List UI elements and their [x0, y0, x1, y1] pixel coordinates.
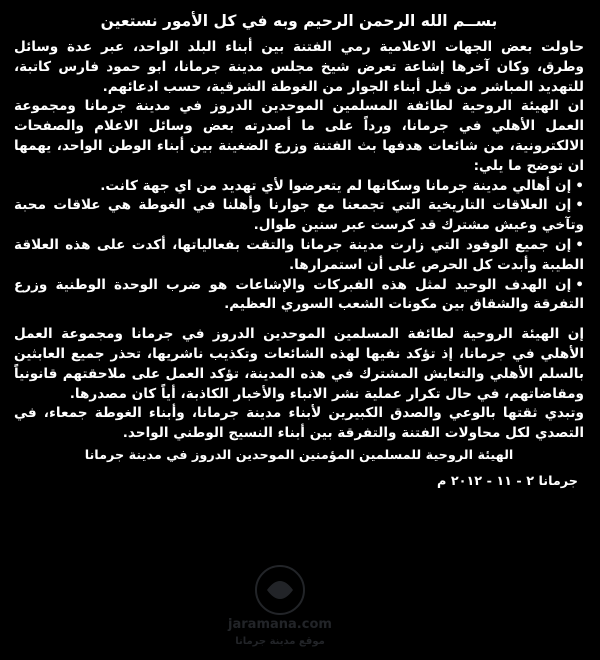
trust-paragraph: وتبدي ثقتها بالوعي والصدق الكبيرين لأبناء مدينة جرمانا، وأبناء الغوطة جمعاء، في التصدي لكل محاولات الفتنة والتفرقة بين أبناء النسيج الوطني الواحد.: [14, 405, 584, 442]
point-text: إن العلاقات التاريخية التي تجمعنا مع جوارنا وأهلنا في الغوطة هي علاقات محبة وتآخي وعيش مشترك قد كرست عبر سنين طوال.: [14, 197, 584, 234]
bullet-icon: •: [575, 197, 584, 214]
point-item: [14, 276, 584, 316]
place-date-line: جرمانا ٢ - ١١ - ٢٠١٢ م: [437, 473, 578, 489]
watermark-tagline: موقع مدينة جرمانا: [235, 636, 325, 647]
point-item: [14, 236, 584, 276]
clarification-paragraph: ان الهيئة الروحية لطائفة المسلمين الموحدين الدروز في مدينة جرمانا ومجموعة العمل الأهلي في جرمانا، ورداً على ما أصدرته بعض وسائل الاعلام والصفحات الالكترونية، من شائعات هدفها بث الفتنة وزرع الضغينة بين أبناء الوطن الواحد، يهمها ان توضح ما يلي:: [14, 98, 584, 174]
point-text: إن أهالي مدينة جرمانا وسكانها لم يتعرضوا لأي تهديد من اي جهة كانت.: [100, 177, 572, 194]
point-item: [14, 177, 584, 197]
point-text: إن الهدف الوحيد لمثل هذه الفبركات والإشاعات هو ضرب الوحدة الوطنية وزرع التفرقة والشقاق بين مكونات الشعب السوري العظيم.: [14, 276, 584, 313]
intro-paragraph: حاولت بعض الجهات الاعلامية رمي الفتنة بين أبناء البلد الواحد، عبر عدة وسائل وطرق، وكان آخرها إشاعة تعرض شيخ مجلس مدينة جرمانا، ابو حمود فارس كاتبة، للتهديد المباشر من قبل أبناء الجوار من الغوطة الشرقية، حسب ادعائهم.: [14, 39, 584, 95]
warning-paragraph: إن الهيئة الروحية لطائفة المسلمين الموحدين الدروز في جرمانا ومجموعة العمل الأهلي في جرمانا، إذ تؤكد نفيها لهذه الشائعات وتكذيب ناشريها، تحذر جميع العابثين بالسلم الأهلي والتعايش المشترك في هذه المدينة، تؤكد العمل على ملاحقتهم قانونياً ومقاضاتهم، في حال تكرار عملية نشر الانباء والأخبار الكاذبة، أياً كان مصدرها.: [14, 326, 584, 402]
bullet-icon: •: [575, 276, 584, 293]
watermark-name: jaramana.com: [228, 617, 332, 632]
point-item: [14, 196, 584, 236]
bullet-icon: •: [575, 177, 584, 194]
section-spacer: [14, 315, 584, 325]
clarification-points: [14, 177, 584, 316]
bullet-icon: •: [575, 236, 584, 253]
point-text: إن جميع الوفود التي زارت مدينة جرمانا والتقت بفعالياتها، أكدت على هذه العلاقة الطيبة وأبدت كل الحرص على أن استمرارها.: [14, 236, 584, 273]
basmala-heading: بســم الله الرحمن الرحيم وبه في كل الأمور نستعين: [100, 12, 498, 30]
signature-line: الهيئة الروحية للمسلمين المؤمنين الموحدين الدروز في مدينة جرمانا: [84, 447, 514, 463]
